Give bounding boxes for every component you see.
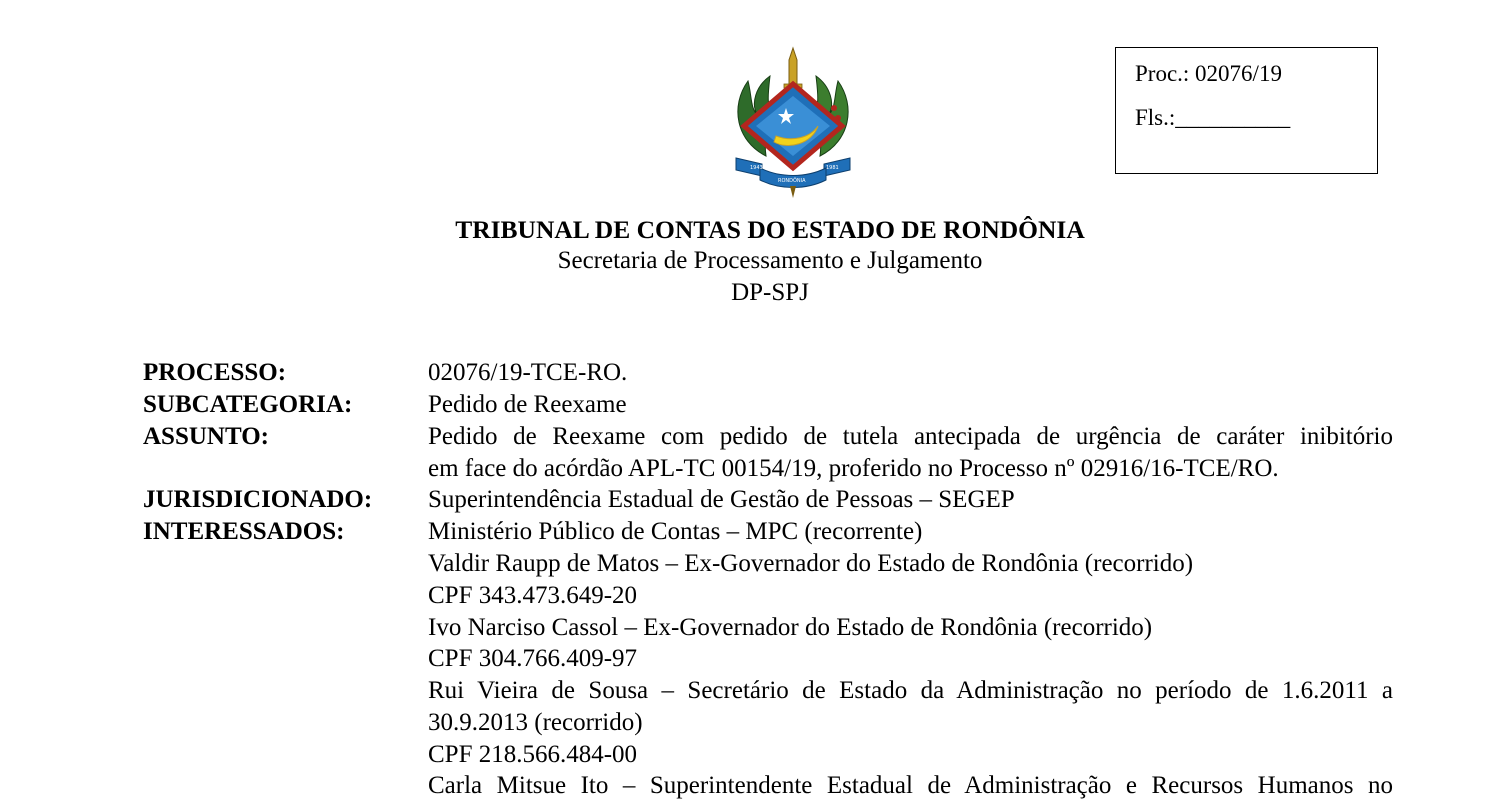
subcategoria-value: Pedido de Reexame bbox=[428, 391, 627, 418]
jurisdicionado-value: Superintendência Estadual de Gestão de Pessoas – SEGEP bbox=[428, 486, 1015, 513]
interessado-line: CPF 218.566.484-00 bbox=[428, 741, 638, 768]
assunto-label: ASSUNTO: bbox=[143, 423, 269, 450]
process-number: Proc.: 02076/19 bbox=[1135, 61, 1282, 86]
subcategoria-label: SUBCATEGORIA: bbox=[143, 391, 353, 418]
coat-of-arms-emblem bbox=[726, 46, 860, 200]
processo-value: 02076/19-TCE-RO. bbox=[428, 359, 628, 386]
assunto-line-2: em face do acórdão APL-TC 00154/19, proferido no Processo nº 02916/16-TCE/RO. bbox=[428, 455, 1279, 482]
interessado-line: Rui Vieira de Sousa – Secretário de Estado da Administração no período de 1.6.2011 a bbox=[428, 677, 1393, 704]
interessado-line: Valdir Raupp de Matos – Ex-Governador do Estado de Rondônia (recorrido) bbox=[428, 550, 1194, 577]
ribbon-year-left: 1943 bbox=[750, 165, 763, 171]
sword-blade bbox=[789, 48, 797, 86]
department-subtitle: Secretaria de Processamento e Julgamento bbox=[557, 247, 983, 274]
interessado-line: Carla Mitsue Ito – Superintendente Estadual de Administração e Recursos Humanos no bbox=[428, 772, 1393, 799]
interessado-line: Ministério Público de Contas – MPC (recorrente) bbox=[428, 518, 923, 545]
processo-label: PROCESSO: bbox=[143, 359, 287, 386]
unit-code: DP-SPJ bbox=[731, 279, 809, 306]
ribbon-year-right: 1981 bbox=[826, 165, 839, 171]
interessados-label: INTERESSADOS: bbox=[143, 518, 345, 545]
interessado-line: CPF 304.766.409-97 bbox=[428, 645, 638, 672]
assunto-line-1: Pedido de Reexame com pedido de tutela antecipada de urgência de caráter inibitório bbox=[428, 423, 1393, 450]
interessado-line: CPF 343.473.649-20 bbox=[428, 582, 638, 609]
interessado-line: Ivo Narciso Cassol – Ex-Governador do Estado de Rondônia (recorrido) bbox=[428, 614, 1153, 641]
ribbon-text: RONDÔNIA bbox=[778, 178, 806, 184]
institution-title: TRIBUNAL DE CONTAS DO ESTADO DE RONDÔNIA bbox=[455, 215, 1085, 244]
folio-field: Fls.:__________ bbox=[1135, 105, 1291, 130]
interessado-line: 30.9.2013 (recorrido) bbox=[428, 709, 643, 736]
process-box bbox=[1115, 47, 1378, 174]
jurisdicionado-label: JURISDICIONADO: bbox=[143, 486, 373, 513]
